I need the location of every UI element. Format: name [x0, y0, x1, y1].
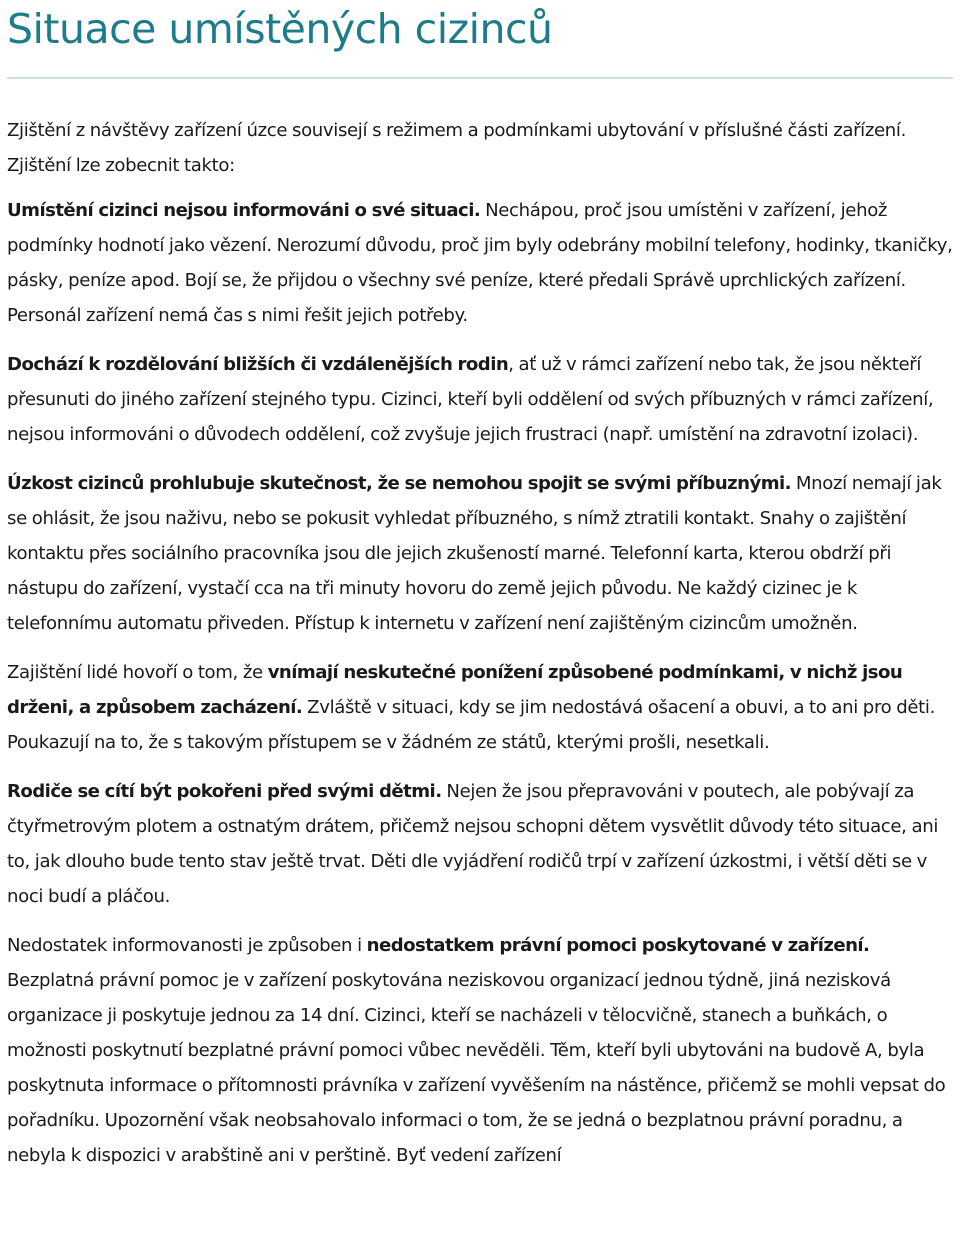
document-body — [7, 113, 953, 1173]
text-segment: Zvláště v situaci, kdy se jim nedostává ošacení a obuvi, a to ani pro děti. Poukazují na to, že s takovým přístupem se v žádném ze států, kterými prošli, nesetkali. — [7, 697, 935, 753]
paragraph-rozdelovani-rodin — [7, 347, 953, 452]
paragraph-intro — [7, 113, 953, 183]
text-segment: Mnozí nemají jak se ohlásit, že jsou naživu, nebo se pokusit vyhledat příbuzného, s nímž ztratili kontakt. Snahy o zajištění kontaktu přes sociálního pracovníka jsou dle jejich zkušeností marné. Telefonní karta, kterou obdrží při nástupu do zařízení, vystačí cca na tři minuty hovoru do země jejich původu. Ne každý cizinec je k telefonnímu automatu přiveden. Přístup k internetu v zařízení není zajištěným cizincům umožněn. — [7, 473, 942, 634]
paragraph-uzkost — [7, 466, 953, 641]
paragraph-rodice — [7, 774, 953, 914]
document-page — [7, 0, 953, 1187]
paragraph-informovanost — [7, 193, 953, 333]
page-title: Situace umístěných cizinců — [7, 5, 553, 53]
bold-segment: nedostatkem právní pomoci poskytované v zařízení. — [366, 935, 870, 956]
text-segment: Zjištění z návštěvy zařízení úzce souvisejí s režimem a podmínkami ubytování v příslušné části zařízení. Zjištění lze zobecnit takto: — [7, 120, 906, 176]
bold-segment: Dochází k rozdělování bližších či vzdálenějších rodin — [7, 354, 509, 375]
text-segment: Nejen že jsou přepravováni v poutech, ale pobývají za čtyřmetrovým plotem a ostnatým drátem, přičemž nejsou schopni dětem vysvětlit důvody této situace, ani to, jak dlouho bude tento stav ještě trvat. Děti dle vyjádření rodičů trpí v zařízení úzkostmi, i větší děti se v noci budí a pláčou. — [7, 781, 939, 907]
bold-segment: Rodiče se cítí být pokořeni před svými dětmi. — [7, 781, 442, 802]
text-segment: , ať už v rámci zařízení nebo tak, že jsou někteří přesunuti do jiného zařízení stejného typu. Cizinci, kteří byli oddělení od svých příbuzných v rámci zařízení, nejsou informováni o důvodech oddělení, což zvyšuje jejich frustraci (např. umístění na zdravotní izolaci). — [7, 354, 934, 445]
paragraph-pravni-pomoc — [7, 928, 953, 1173]
text-segment: Nedostatek informovanosti je způsoben i — [7, 935, 367, 956]
text-segment: Nechápou, proč jsou umístěni v zařízení, jehož podmínky hodnotí jako vězení. Nerozumí důvodu, proč jim byly odebrány mobilní telefony, hodinky, tkaničky, pásky, peníze apod. Bojí se, že přijdou o všechny své peníze, které předali Správě uprchlických zařízení. Personál zařízení nemá čas s nimi řešit jejich potřeby. — [7, 200, 953, 326]
text-segment: Bezplatná právní pomoc je v zařízení poskytována neziskovou organizací jednou týdně, jiná nezisková organizace ji poskytuje jednou za 14 dní. Cizinci, kteří se nacházeli v tělocvičně, stanech a buňkách, o možnosti poskytnutí bezplatné právní pomoci vůbec nevěděli. Těm, kteří byli ubytováni na budově A, byla poskytnuta informace o přítomnosti právníka v zařízení vyvěšením na nástěnce, přičemž se mohli vepsat do pořadníku. Upozornění však neobsahovalo informaci o tom, že se jedná o bezplatnou právní poradnu, a nebyla k dispozici v arabštině ani v perštině. Byť vedení zařízení — [7, 970, 946, 1166]
paragraph-ponizeni — [7, 655, 953, 760]
bold-segment: Úzkost cizinců prohlubuje skutečnost, že se nemohou spojit se svými příbuznými. — [7, 473, 792, 494]
title-divider — [7, 77, 953, 79]
bold-segment: vnímají neskutečné ponížení způsobené podmínkami, v nichž jsou drženi, a způsobem zacházení. — [7, 662, 903, 718]
text-segment: Zajištění lidé hovoří o tom, že — [7, 662, 268, 683]
bold-segment: Umístění cizinci nejsou informováni o své situaci. — [7, 200, 481, 221]
